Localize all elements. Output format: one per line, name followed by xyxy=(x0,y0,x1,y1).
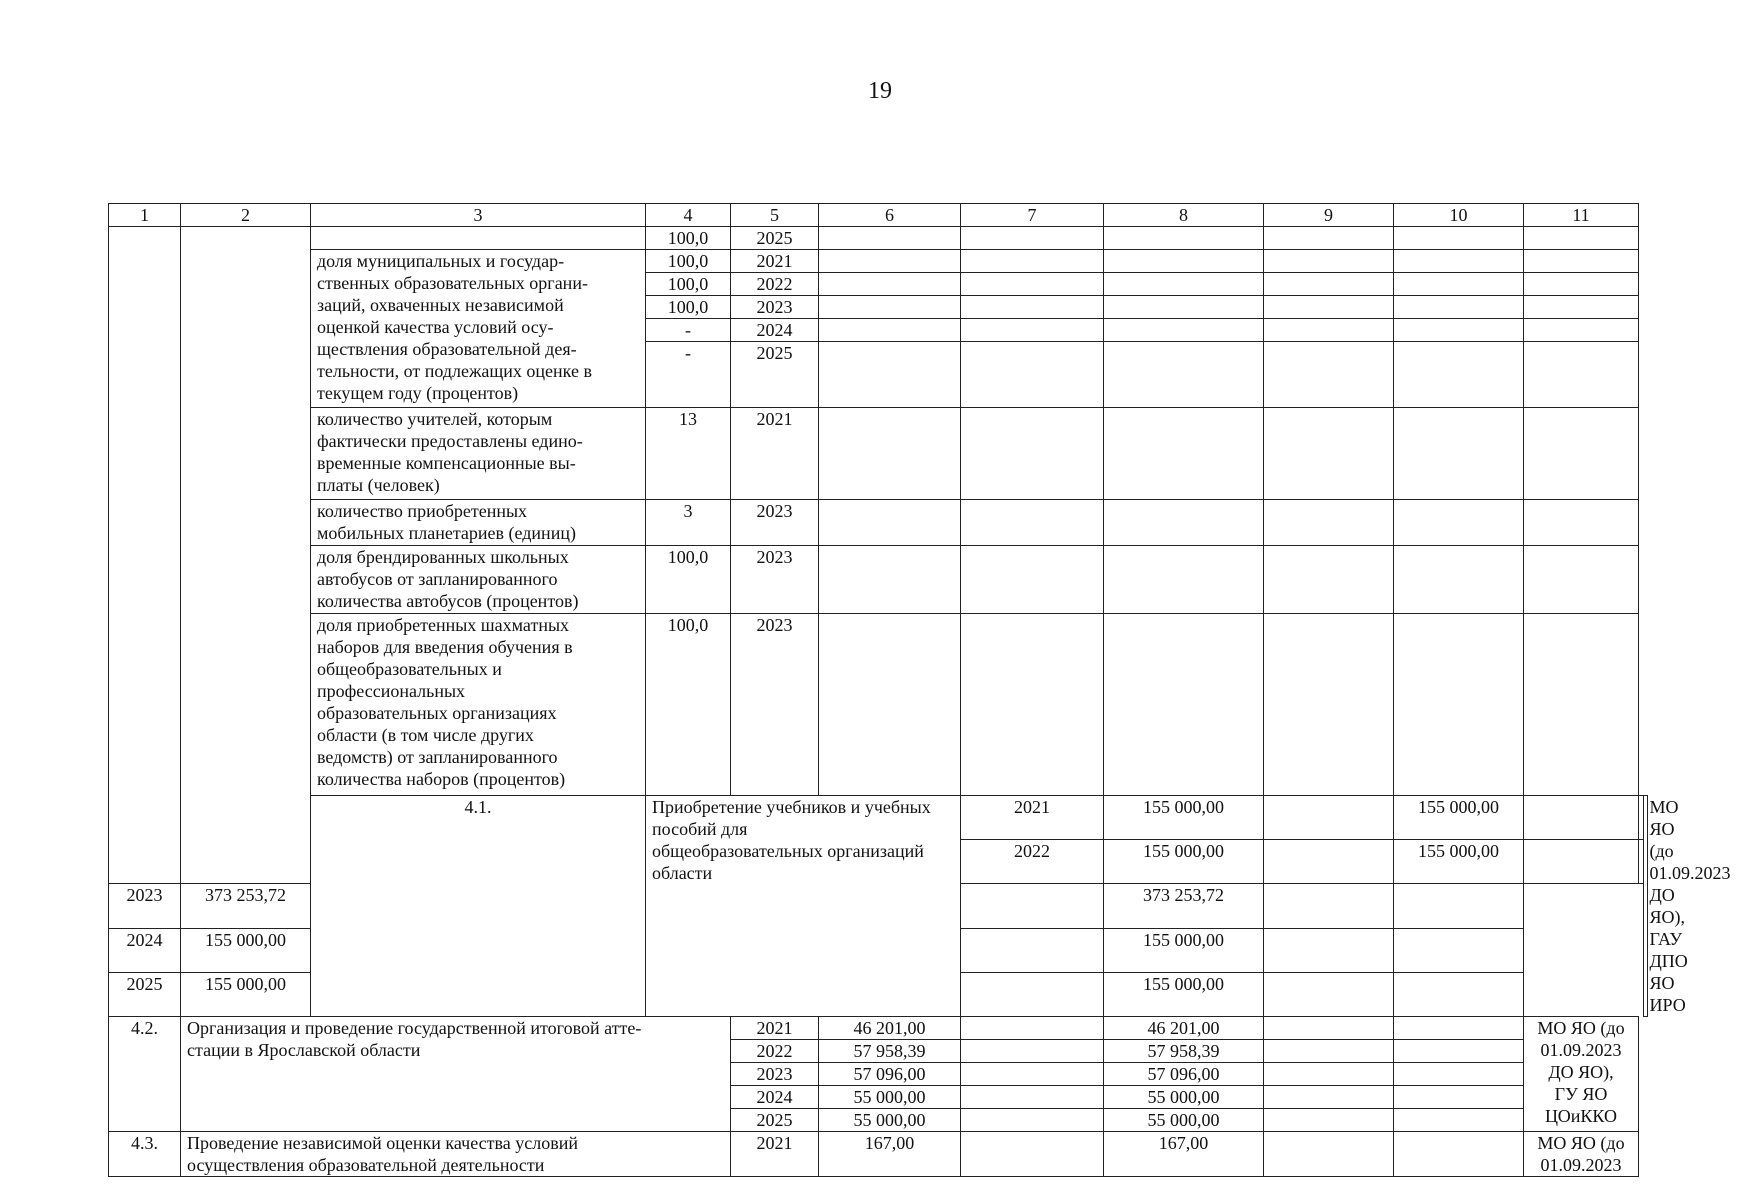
amount-total: 167,00 xyxy=(819,1132,961,1177)
activity-row xyxy=(109,1017,1648,1040)
indicator-year: 2021 xyxy=(731,250,819,273)
table-row xyxy=(109,546,1648,614)
col-header: 3 xyxy=(311,204,646,227)
activity-year: 2021 xyxy=(731,1017,819,1040)
table-row xyxy=(109,500,1648,546)
col-header: 8 xyxy=(1104,204,1264,227)
activity-number: 4.2. xyxy=(109,1017,181,1132)
col-header: 2 xyxy=(181,204,311,227)
indicator-year: 2025 xyxy=(731,227,819,250)
indicator-text: доля брендированных школьных автобусов от запланированного количества автобусов (процентов) xyxy=(311,546,646,614)
amount-regional: 55 000,00 xyxy=(1104,1109,1264,1132)
col-header: 9 xyxy=(1264,204,1394,227)
indicator-year: 2024 xyxy=(731,319,819,342)
activity-year: 2023 xyxy=(109,884,181,928)
indicator-value: - xyxy=(646,319,731,342)
amount-total: 373 253,72 xyxy=(181,884,311,928)
column-header-row xyxy=(109,204,1648,227)
activity-year: 2021 xyxy=(731,1132,819,1177)
col-header: 6 xyxy=(819,204,961,227)
activity-year: 2024 xyxy=(109,928,181,972)
amount-regional: 155 000,00 xyxy=(1394,796,1524,840)
indicator-value: 100,0 xyxy=(646,296,731,319)
indicator-value: 100,0 xyxy=(646,250,731,273)
amount-total: 155 000,00 xyxy=(181,928,311,972)
indicator-text: количество приобретенных мобильных планетариев (единиц) xyxy=(311,500,646,546)
indicator-year: 2023 xyxy=(731,546,819,614)
indicator-value: 100,0 xyxy=(646,614,731,796)
activity-title: Приобретение учебников и учебных пособий для общеобразовательных организаций области xyxy=(646,796,961,1017)
indicator-value: 13 xyxy=(646,408,731,500)
amount-regional: 57 958,39 xyxy=(1104,1040,1264,1063)
amount-regional: 55 000,00 xyxy=(1104,1086,1264,1109)
indicator-year: 2022 xyxy=(731,273,819,296)
amount-total: 155 000,00 xyxy=(181,972,311,1016)
indicator-text: доля приобретенных шахматных наборов для введения обучения в общеобразовательных и профессиональных образовательных организациях области (в том числе других ведомств) от запланированного количества наборов (процентов) xyxy=(311,614,646,796)
col-header: 10 xyxy=(1394,204,1524,227)
activity-row xyxy=(109,1132,1648,1177)
activity-year: 2022 xyxy=(731,1040,819,1063)
activity-title: Организация и проведение государственной итоговой атте- стации в Ярославской области xyxy=(181,1017,731,1132)
amount-total: 57 958,39 xyxy=(819,1040,961,1063)
table-row xyxy=(109,227,1648,250)
col-header: 4 xyxy=(646,204,731,227)
activity-number: 4.1. xyxy=(311,796,646,1017)
indicator-value: 100,0 xyxy=(646,546,731,614)
amount-total: 155 000,00 xyxy=(1104,796,1264,840)
indicator-year: 2021 xyxy=(731,408,819,500)
indicator-cell xyxy=(311,227,646,250)
indicator-text: доля муниципальных и государ- ственных образовательных органи- заций, охваченных независимой оценкой качества условий осу- ществления образовательной дея- тельности, от подлежащих оценке в текущем году (процентов) xyxy=(311,250,646,408)
responsible-executor: МО ЯО (до 01.09.2023 xyxy=(1524,1132,1639,1177)
activity-year: 2025 xyxy=(109,972,181,1016)
amount-total: 46 201,00 xyxy=(819,1017,961,1040)
col-header: 7 xyxy=(961,204,1104,227)
amount-total: 57 096,00 xyxy=(819,1063,961,1086)
activity-year: 2024 xyxy=(731,1086,819,1109)
activity-year: 2022 xyxy=(961,840,1104,884)
amount-regional: 155 000,00 xyxy=(1104,972,1264,1016)
activity-year: 2023 xyxy=(731,1063,819,1086)
indicator-value: 100,0 xyxy=(646,273,731,296)
indicator-year: 2023 xyxy=(731,614,819,796)
cell-empty xyxy=(109,227,181,884)
indicator-year: 2025 xyxy=(731,342,819,408)
table-row xyxy=(109,614,1648,796)
responsible-executor: МО ЯО (до 01.09.2023 ДО ЯО), ГАУ ДПО ЯО ИРО xyxy=(1643,796,1648,1017)
indicator-value: - xyxy=(646,342,731,408)
activity-number: 4.3. xyxy=(109,1132,181,1177)
activity-year: 2025 xyxy=(731,1109,819,1132)
program-table xyxy=(108,203,1731,1177)
table-row xyxy=(109,408,1648,500)
indicator-value: 100,0 xyxy=(646,227,731,250)
responsible-executor: МО ЯО (до 01.09.2023 ДО ЯО), ГУ ЯО ЦОиККО xyxy=(1524,1017,1639,1132)
page-number: 19 xyxy=(868,78,892,104)
table-row xyxy=(109,250,1648,273)
indicator-year: 2023 xyxy=(731,500,819,546)
activity-year: 2021 xyxy=(961,796,1104,840)
amount-regional: 155 000,00 xyxy=(1394,840,1524,884)
amount-regional: 167,00 xyxy=(1104,1132,1264,1177)
indicator-year: 2023 xyxy=(731,296,819,319)
col-header: 1 xyxy=(109,204,181,227)
cell-empty xyxy=(181,227,311,884)
amount-regional: 46 201,00 xyxy=(1104,1017,1264,1040)
amount-regional: 155 000,00 xyxy=(1104,928,1264,972)
activity-row xyxy=(109,796,1648,840)
amount-regional: 57 096,00 xyxy=(1104,1063,1264,1086)
col-header: 5 xyxy=(731,204,819,227)
indicator-value: 3 xyxy=(646,500,731,546)
amount-regional: 373 253,72 xyxy=(1104,884,1264,928)
amount-total: 55 000,00 xyxy=(819,1086,961,1109)
col-header: 11 xyxy=(1524,204,1639,227)
indicator-text: количество учителей, которым фактически предоставлены едино- временные компенсационные вы- платы (человек) xyxy=(311,408,646,500)
amount-total: 155 000,00 xyxy=(1104,840,1264,884)
activity-title: Проведение независимой оценки качества условий осуществления образовательной деятельности xyxy=(181,1132,731,1177)
amount-total: 55 000,00 xyxy=(819,1109,961,1132)
